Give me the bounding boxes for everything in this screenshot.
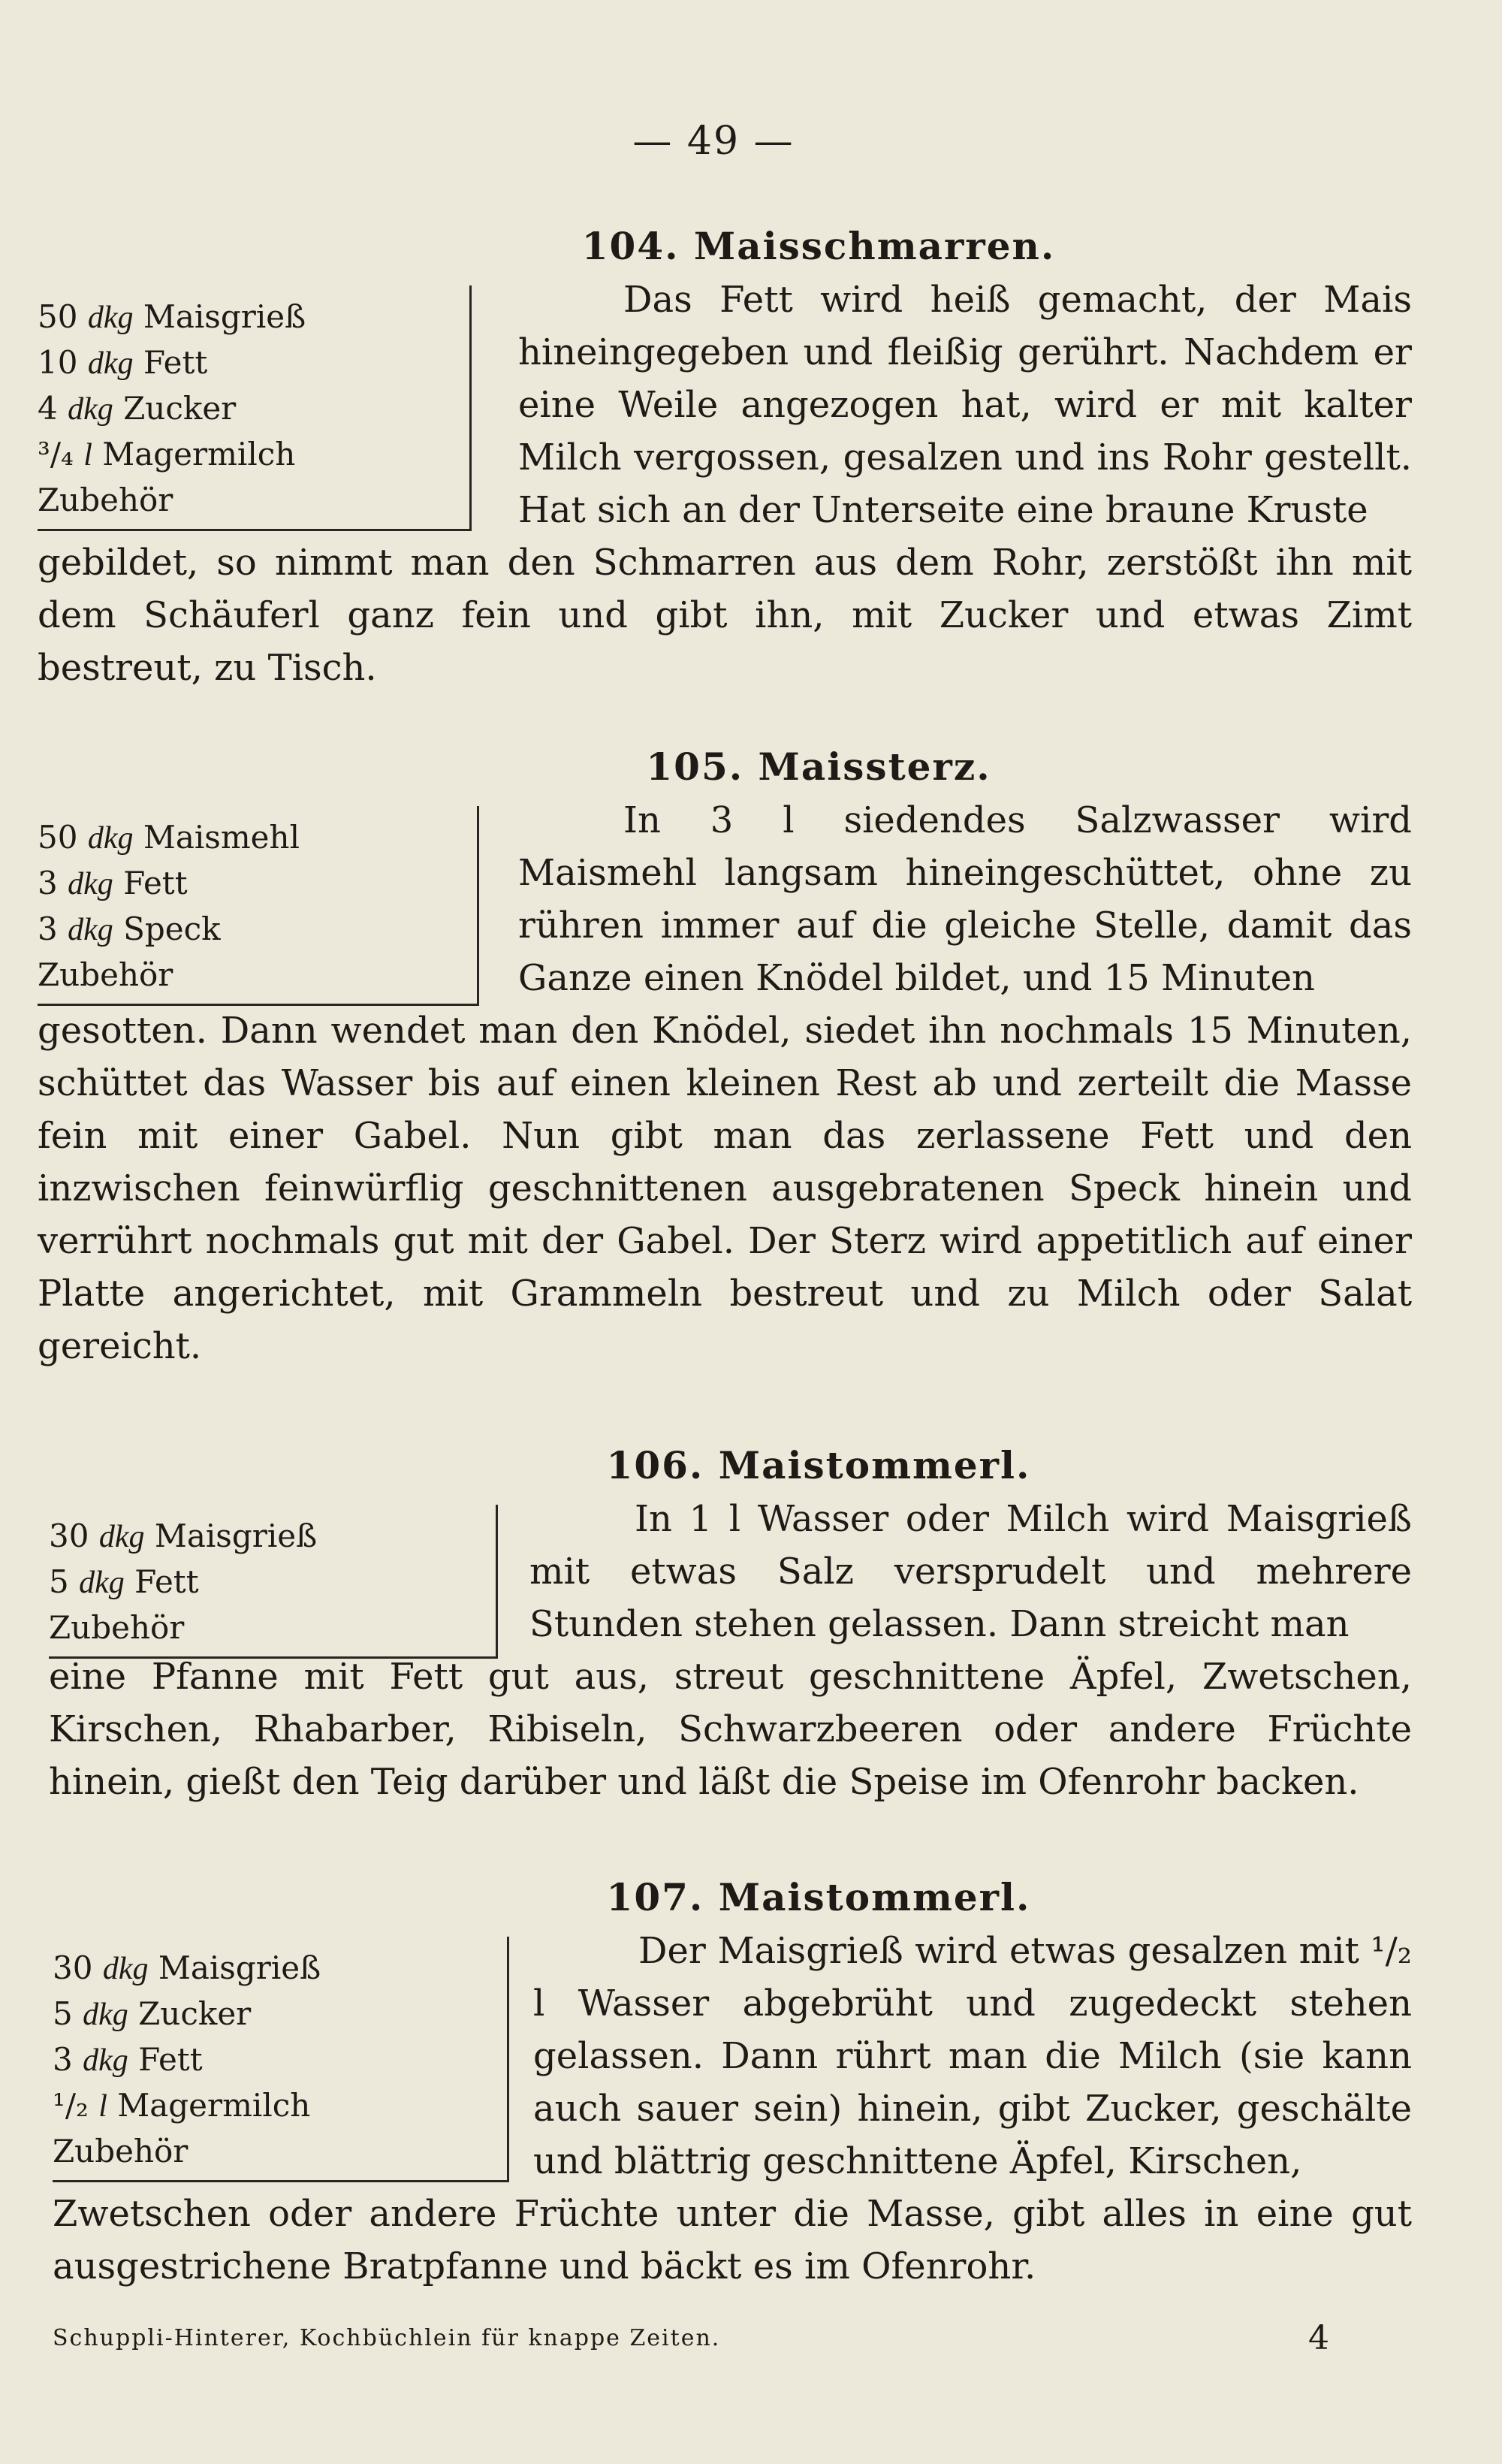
signature-mark: 4 <box>1308 2319 1329 2357</box>
ingredient: 50 dkg Maismehl <box>38 819 300 856</box>
recipe-105 <box>38 740 1412 1372</box>
ingredient-box <box>49 1505 498 1659</box>
ingredient-box <box>38 806 479 1006</box>
ingredient: 3 dkg Fett <box>38 865 188 901</box>
ingredient: Zubehör <box>38 956 173 993</box>
instructions-below: Zwetschen oder andere Früchte unter die Masse, gibt alles in eine gut ausgestrichene Bratpfanne und bäckt es im Ofenrohr. <box>53 2193 1412 2287</box>
instructions-beside: In 1 l Wasser oder Milch wird Maisgrieß mit etwas Salz versprudelt und mehrere Stunden stehen gelassen. Dann streicht man <box>529 1498 1412 1645</box>
page-number: — 49 — <box>632 119 795 164</box>
instructions-below: gebildet, so nimmt man den Schmarren aus dem Rohr, zerstößt ihn mit dem Schäuferl ganz fein und gibt ihn, mit Zucker und etwas Zimt bestreut, zu Tisch. <box>38 542 1412 689</box>
ingredient: 50 dkg Maisgrieß <box>38 298 306 335</box>
ingredient-box <box>38 285 472 531</box>
ingredient: 4 dkg Zucker <box>38 390 237 427</box>
instructions-below: eine Pfanne mit Fett gut aus, streut geschnittene Äpfel, Zwetschen, Kirschen, Rhabarber, Ribiseln, Schwarzbeeren oder andere Früchte hinein, gießt den Teig darüber und läßt die Speise im Ofenrohr backen. <box>49 1656 1412 1803</box>
instructions-below: gesotten. Dann wendet man den Knödel, siedet ihn nochmals 15 Minuten, schüttet das Wasser bis auf einen kleinen Rest ab und zerteilt die Masse fein mit einer Gabel. Nun gibt man das zerlassene Fett und den inzwischen feinwürflig geschnittenen ausgebratenen Speck hinein und verrührt nochmals gut mit der Gabel. Der Sterz wird appetitlich auf einer Platte angerichtet, mit Grammeln bestreut und zu Milch oder Salat gereicht. <box>38 1010 1412 1367</box>
recipe-104 <box>38 219 1412 694</box>
ingredient: Zubehör <box>38 482 173 518</box>
ingredient: 3 dkg Speck <box>38 910 221 947</box>
recipe-106 <box>38 1439 1412 1808</box>
ingredient: Zubehör <box>53 2133 189 2170</box>
ingredient: Zubehör <box>49 1609 185 1646</box>
instructions-beside: In 3 l siedendes Salzwasser wird Maismehl langsam hineingeschüttet, ohne zu rühren immer auf die gleiche Stelle, damit das Ganze einen Knödel bildet, und 15 Minuten <box>518 799 1412 999</box>
footer-credit: Schuppli-Hinterer, Kochbüchlein für knappe Zeiten. <box>53 2325 721 2351</box>
recipe-107 <box>38 1871 1412 2293</box>
ingredient: 3 dkg Fett <box>53 2041 203 2078</box>
recipe-title: 104. Maisschmarren. <box>581 224 1056 268</box>
ingredient: 10 dkg Fett <box>38 344 208 381</box>
ingredient: 5 dkg Fett <box>49 1563 199 1600</box>
recipe-title: 105. Maissterz. <box>646 744 991 789</box>
recipe-title: 106. Maistommerl. <box>606 1443 1031 1487</box>
page-footer <box>53 2319 1329 2357</box>
instructions-beside: Das Fett wird heiß gemacht, der Mais hineingegeben und fleißig gerührt. Nachdem er eine Weile angezogen hat, wird er mit kalter Milch vergossen, gesalzen und ins Rohr gestellt. Hat sich an der Unterseite eine braune Kruste <box>518 279 1412 531</box>
ingredient: 30 dkg Maisgrieß <box>49 1517 318 1554</box>
ingredient: 5 dkg Zucker <box>53 1995 252 2032</box>
ingredient: ¹/₂ l Magermilch <box>53 2087 311 2124</box>
ingredient: 30 dkg Maisgrieß <box>53 1949 321 1986</box>
ingredient-box <box>53 1937 509 2182</box>
instructions-beside: Der Maisgrieß wird etwas gesalzen mit ¹/₂ l Wasser abgebrüht und zugedeckt stehen gelassen. Dann rührt man die Milch (sie kann auch sauer sein) hinein, gibt Zucker, geschälte und blättrig geschnittene Äpfel, Kirschen, <box>533 1930 1412 2182</box>
ingredient: ³/₄ l Magermilch <box>38 436 296 473</box>
recipe-title: 107. Maistommerl. <box>606 1875 1031 1919</box>
